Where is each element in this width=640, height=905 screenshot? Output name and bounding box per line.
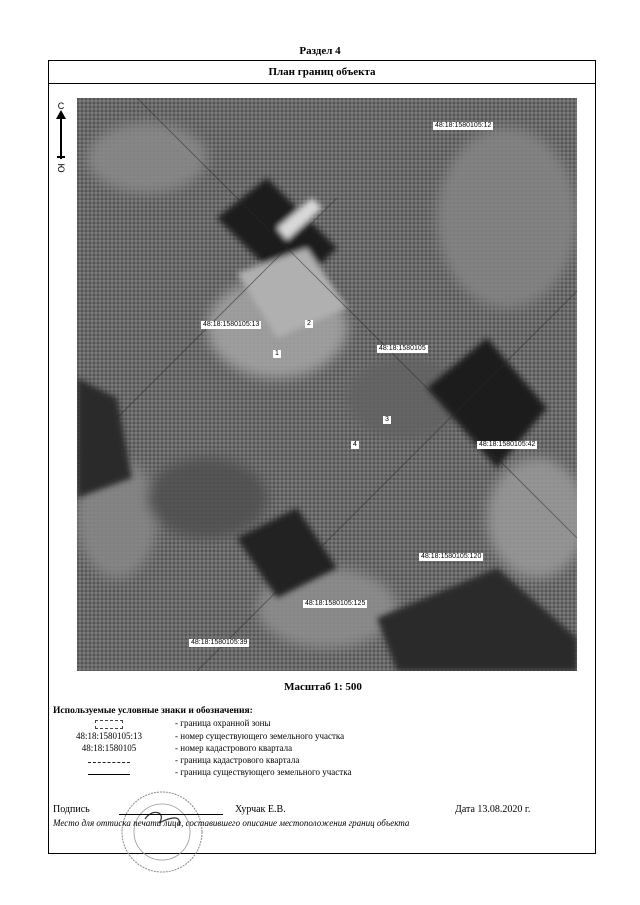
seal-stamp [119,789,205,875]
signature-line [119,814,223,815]
document-frame [48,60,596,854]
boundary-point-label: 1 [275,350,279,357]
legend-row-parcel-boundary [49,767,589,779]
cadastral-label: 48:18:1580105:120 [421,553,482,560]
cadastral-label: 48:18:1580105:13 [203,321,260,328]
cadastral-label: 48:18:1580105:125 [305,600,366,607]
boundary-point-label: 2 [307,320,311,327]
south-label: Ю [56,163,66,173]
section-title: Раздел 4 [299,45,341,57]
quarter-number-symbol: 48:18:1580105 [81,743,137,753]
quarter-boundary-symbol [88,762,130,763]
scale-caption: Масштаб 1: 500 [284,681,362,693]
legend-row-quarter-boundary [49,755,589,767]
boundary-point-label: 4 [353,441,357,448]
north-arrow [55,101,69,191]
parcel-boundary-symbol [88,774,130,775]
aerial-photo [77,98,577,671]
legend-text: - номер кадастрового квартала [175,743,293,753]
cadastral-label: 48:18:1580105 [379,345,426,352]
legend-text: - граница существующего земельного участка [175,767,352,777]
legend-row-protection-zone [49,718,589,730]
legend-text: - граница охранной зоны [175,718,271,728]
cadastral-label: 48:18:1580105:12 [435,122,492,129]
plan-title: План границ объекта [49,61,595,84]
legend-text: - граница кадастрового квартала [175,755,300,765]
north-label: С [57,101,65,111]
signature-date: Дата 13.08.2020 г. [455,804,531,815]
legend-row-quarter-number [49,743,589,755]
legend-text: - номер существующего земельного участка [175,731,345,741]
arrow-shaft [60,113,62,159]
signatory-name: Хурчак Е.В. [235,804,286,815]
protection-zone-symbol [95,720,123,729]
legend-row-parcel-number [49,731,589,743]
parcel-number-symbol: 48:18:1580105:13 [75,731,142,741]
aerial-map [77,98,577,671]
boundary-point-label: 3 [385,416,389,423]
cadastral-label: 48:18:1580105:42 [479,441,536,448]
signature-label: Подпись [53,804,90,815]
legend-title: Используемые условные знаки и обозначения: [53,706,253,716]
cadastral-label: 48:18:1580105:39 [191,639,248,646]
stamp-note: Место для оттиска печати лица, составившего описание местоположения границ объекта [53,818,410,828]
arrow-tail [57,156,65,158]
